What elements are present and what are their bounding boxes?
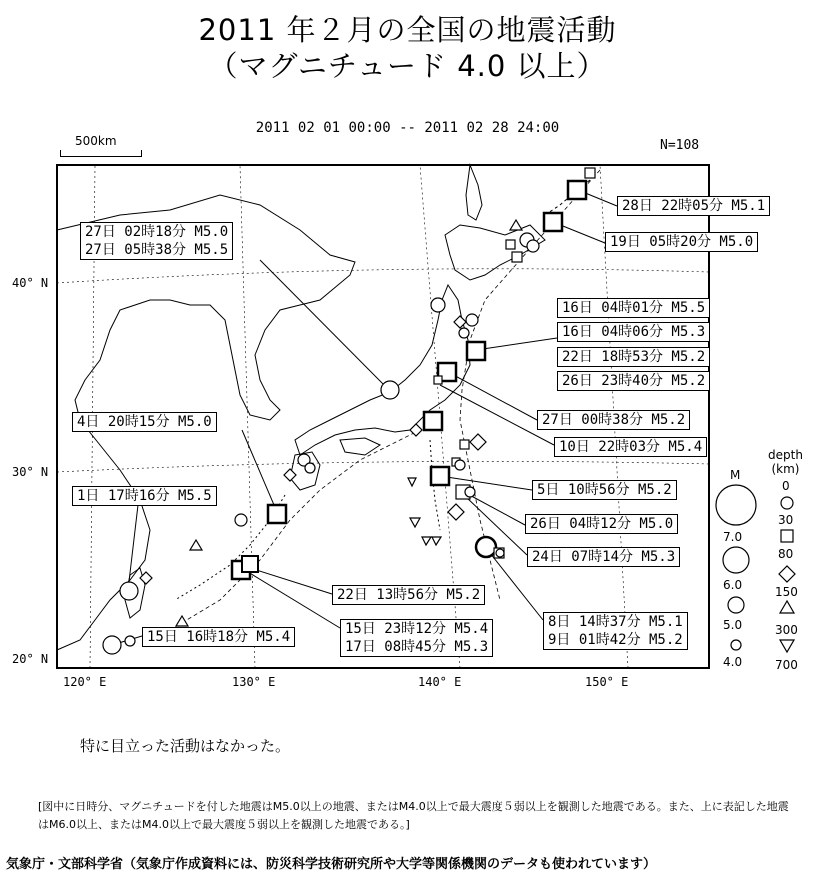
event-label: 24日 07時14分 M5.3: [527, 547, 680, 567]
legend-m4-label: 4.0: [723, 655, 743, 669]
event-marker: [381, 381, 399, 399]
event-label: 22日 13時56分 M5.2: [332, 585, 485, 605]
event-label: 15日 16時18分 M5.4: [142, 627, 295, 647]
map-subtitle: （マグニチュード 4.0 以上）: [208, 49, 607, 83]
source-footer: 気象庁・文部科学省（気象庁作成資料には、防災科学技術研究所や大学等関係機関のデータも使われています）: [6, 857, 657, 872]
lat-label-30: 30° N: [12, 465, 49, 479]
legend-m4: [731, 640, 741, 650]
event-label: 10日 22時03分 M5.4: [554, 437, 707, 457]
legend-m5: [728, 597, 744, 613]
event-label: 27日 02時18分 M5.0 27日 05時38分 M5.5: [80, 222, 233, 260]
lon-label-150: 150° E: [585, 675, 629, 689]
event-marker: [424, 412, 442, 430]
legend-depth-300-label: 300: [775, 623, 798, 637]
event-label: 26日 04時12分 M5.0: [525, 514, 678, 534]
legend-depth-700-label: 700: [775, 658, 798, 672]
legend-depth-0: [781, 497, 793, 509]
legend-m7-label: 7.0: [723, 530, 743, 544]
legend-depth-150: [780, 601, 794, 613]
legend-depth-0-label: 0: [782, 479, 790, 493]
event-label: 15日 23時12分 M5.4 17日 08時45分 M5.3: [340, 619, 493, 657]
event-marker: [103, 636, 121, 654]
event-marker: [268, 505, 286, 523]
legend-m5-label: 5.0: [723, 618, 743, 632]
legend-depth-150-label: 150: [775, 585, 798, 599]
event-label: 5日 10時56分 M5.2: [532, 480, 677, 500]
legend-depth-30-label: 30: [778, 513, 794, 527]
event-marker: [544, 213, 562, 231]
event-label: 16日 04時01分 M5.5: [557, 298, 710, 318]
event-marker: [568, 181, 586, 199]
lon-label-120: 120° E: [63, 675, 107, 689]
legend-depth-80: [779, 566, 795, 582]
lon-label-130: 130° E: [232, 675, 276, 689]
legend-depth-title: depth (km): [768, 448, 803, 476]
event-label: 22日 18時53分 M5.2: [557, 347, 710, 367]
event-label: 27日 00時38分 M5.2: [537, 410, 690, 430]
event-marker: [242, 556, 258, 572]
map-title: 2011 年２月の全国の地震活動: [198, 13, 617, 47]
event-marker: [476, 537, 496, 557]
event-label: 19日 05時20分 M5.0: [605, 232, 758, 252]
legend-depth-80-label: 80: [778, 547, 794, 561]
legend-m6-label: 6.0: [723, 578, 743, 592]
event-label: 8日 14時37分 M5.1 9日 01時42分 M5.2: [543, 612, 688, 650]
event-label: 4日 20時15分 M5.0: [72, 412, 217, 432]
explanation-note: [図中に日時分、マグニチュードを付した地震はM5.0以上の地震、またはM4.0以上で最大震度５弱以上を観測した地震である。また、上に表記した地震はM6.0以上、またはM4.0以上で最大震度５弱以上を観測した地震である。]: [38, 800, 789, 831]
event-label: 1日 17時16分 M5.5: [72, 486, 217, 506]
lon-label-140: 140° E: [418, 675, 462, 689]
legend-magnitude-title: M: [730, 468, 741, 482]
event-label: 26日 23時40分 M5.2: [557, 371, 710, 391]
event-marker: [120, 582, 138, 600]
period-label: 2011 02 01 00:00 -- 2011 02 28 24:00: [255, 120, 560, 136]
activity-note: 特に目立った活動はなかった。: [80, 737, 291, 755]
event-count: N=108: [660, 138, 700, 153]
event-label: 28日 22時05分 M5.1: [617, 196, 770, 216]
legend-depth-300: [780, 640, 794, 652]
lat-label-40: 40° N: [12, 276, 49, 290]
scale-label: 500km: [75, 134, 117, 148]
legend-depth-30: [781, 530, 793, 542]
legend-m6: [723, 547, 749, 573]
legend-m7: [716, 485, 756, 525]
event-label: 16日 04時06分 M5.3: [557, 322, 710, 342]
event-marker: [431, 467, 449, 485]
event-marker: [467, 342, 485, 360]
lat-label-20: 20° N: [12, 652, 49, 666]
